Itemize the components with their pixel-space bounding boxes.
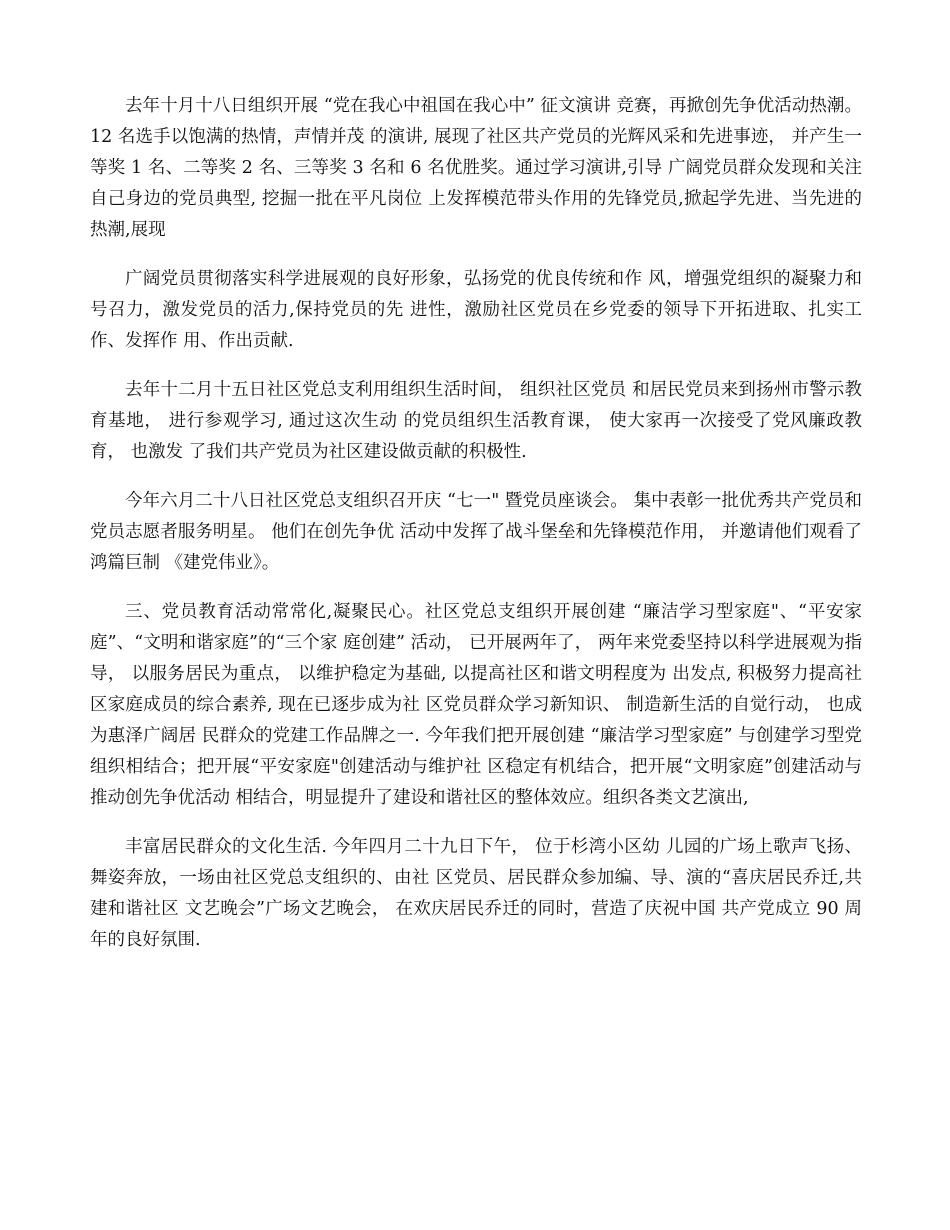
paragraph-speech-contest: 去年十月十八日组织开展 “党在我心中祖国在我心中” 征文演讲 竞赛，再掀创先争优活动热潮。 12 名选手以饱满的热情，声情并茂 的演讲, 展现了社区共产党员的光辉风采和先进事迹， 并产生一等奖 1 名、二等奖 2 名、三等奖 3 名和 6 名优胜奖。通过学习演讲,引导 广阔党员群众发现和关注自己身边的党员典型, 挖掘一批在平凡岗位 上发挥模范带头作用的先锋党员,掀起学先进、当先进的热潮,展现 bbox=[90, 96, 862, 240]
document-body bbox=[90, 91, 862, 974]
paragraph-family-creation: 三、党员教育活动常常化,凝聚民心。社区党总支组织开展创建 “廉洁学习型家庭"、“平安家庭”、“文明和谐家庭”的“三个家 庭创建” 活动， 已开展两年了， 两年来党委坚持以科学进展观为指导， 以服务居民为重点， 以维护稳定为基础, 以提高社区和谐文明程度为 出发点, 积极努力提高社区家庭成员的综合素养, 现在已逐步成为社 区党员群众学习新知识、 制造新生活的自觉行动， 也成为惠泽广阔居 民群众的党建工作品牌之一. 今年我们把开展创建 “廉洁学习型家庭” 与创建学习型党组织相结合；把开展“平安家庭"创建活动与维护社 区稳定有机结合，把开展“文明家庭”创建活动与推动创先争优活动 相结合，明显提升了建设和谐社区的整体效应。组织各类文艺演出, bbox=[90, 602, 862, 808]
paragraph-warning-education: 去年十二月十五日社区党总支利用组织生活时间， 组织社区党员 和居民党员来到扬州市警示教育基地， 进行参观学习, 通过这次生动 的党员组织生活教育课， 使大家再一次接受了党风廉政教育， 也激发 了我们共产党员为社区建设做贡献的积极性. bbox=[90, 380, 862, 462]
paragraph-cultural-evening: 丰富居民群众的文化生活. 今年四月二十九日下午， 位于杉湾小区幼 儿园的广场上歌声飞扬、舞姿奔放，一场由社区党总支组织的、由社 区党员、居民群众参加编、导、演的“喜庆居民乔迁,共建和谐社区 文艺晚会”广场文艺晚会， 在欢庆居民乔迁的同时，营造了庆祝中国 共产党成立 90 周年的良好氛围. bbox=[90, 837, 862, 950]
paragraph-party-image: 广阔党员贯彻落实科学进展观的良好形象，弘扬党的优良传统和作 风，增强党组织的凝聚力和号召力，激发党员的活力,保持党员的先 进性，激励社区党员在乡党委的领导下开拓进取、扎实工作、发挥作 用、作出贡献. bbox=[90, 269, 862, 351]
paragraph-july-first-meeting: 今年六月二十八日社区党总支组织召开庆 “七一" 暨党员座谈会。 集中表彰一批优秀共产党员和党员志愿者服务明星。 他们在创先争优 活动中发挥了战斗堡垒和先锋模范作用， 并邀请他们观看了鸿篇巨制 《建党伟业》。 bbox=[90, 491, 862, 573]
